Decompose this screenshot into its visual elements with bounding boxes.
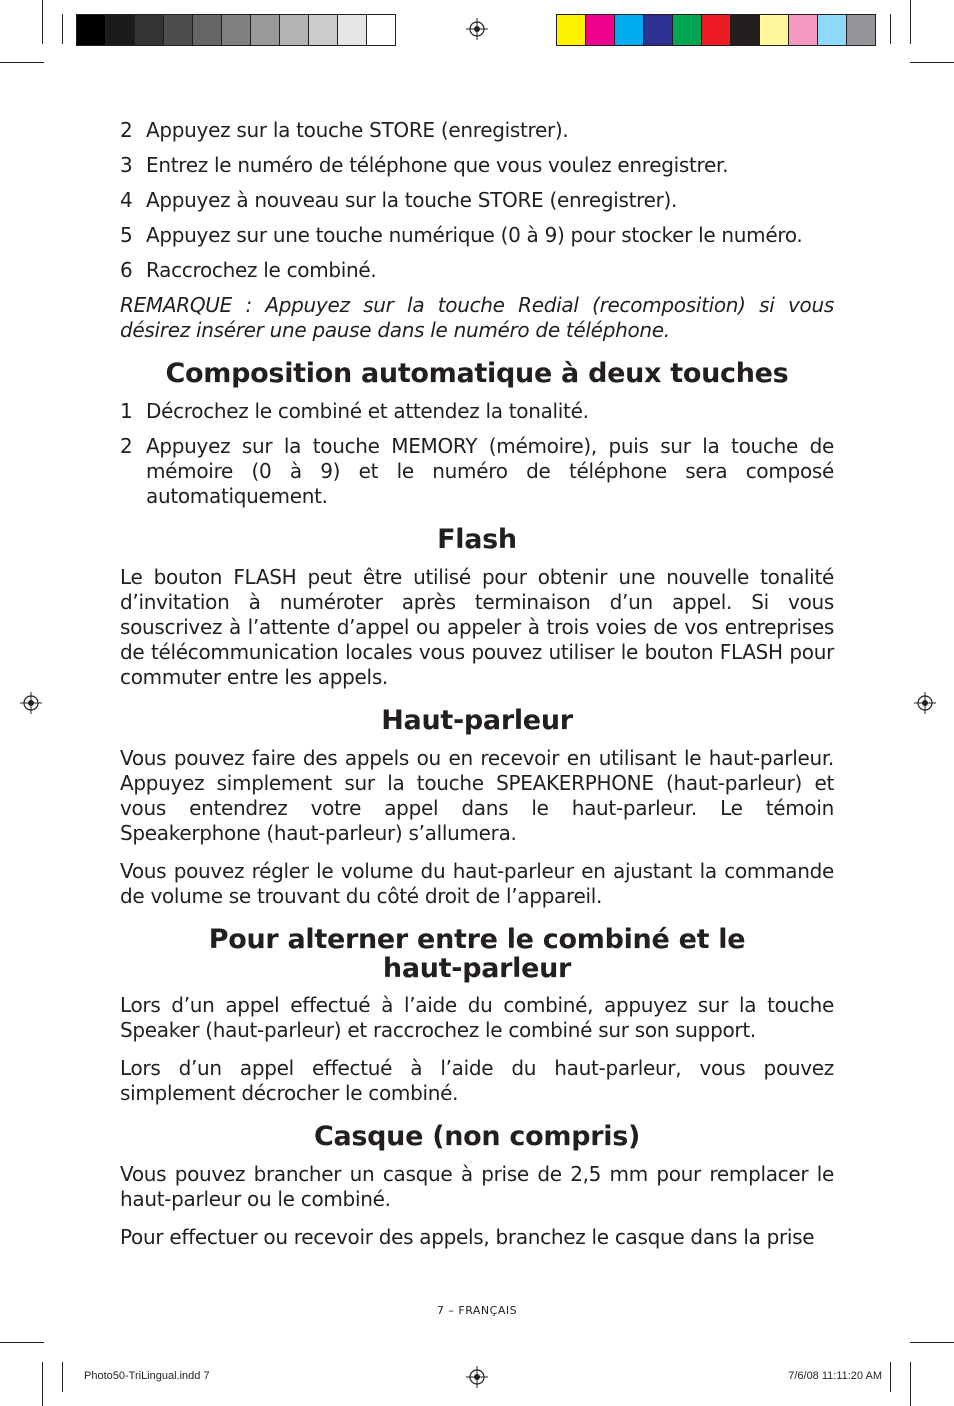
paragraph: Pour effectuer ou recevoir des appels, branchez le casque dans la prise — [120, 1225, 815, 1249]
color-swatch — [193, 15, 222, 45]
color-swatch — [367, 15, 395, 45]
list-item: 5 Appuyez sur une touche numérique (0 à 9) pour stocker le numéro. — [120, 223, 803, 247]
list-item: 2 Appuyez sur la touche MEMORY (mémoire), puis sur la touche de mémoire (0 à 9) et le numéro de téléphone sera composé automatiquement. — [120, 434, 834, 508]
color-swatch — [557, 15, 586, 45]
list-item: 3 Entrez le numéro de téléphone que vous voulez enregistrer. — [120, 153, 729, 177]
section-heading-flash: Flash — [437, 524, 517, 555]
heading-line: Pour alterner entre le combiné et le — [208, 924, 746, 955]
color-calibration-bar — [556, 14, 876, 46]
color-swatch — [847, 15, 875, 45]
page-content — [120, 118, 834, 1263]
paragraph: Lors d’un appel effectué à l’aide du haut-parleur, vous pouvez simplement décrocher le combiné. — [120, 1056, 834, 1105]
file-slug: Photo50-TriLingual.indd 7 — [84, 1370, 210, 1382]
registration-mark-icon — [914, 692, 936, 714]
list-item: 2 Appuyez sur la touche STORE (enregistrer). — [120, 118, 569, 142]
heading-line: haut-parleur — [382, 953, 572, 984]
color-swatch — [77, 15, 106, 45]
paragraph: Vous pouvez faire des appels ou en recevoir en utilisant le haut-parleur. Appuyez simplement sur la touche SPEAKERPHONE (haut-parleur) et vous entendrez votre appel dans le haut-parleur. Le témoin Speakerphone (haut-parleur) s’allumera. — [120, 746, 834, 845]
color-swatch — [338, 15, 367, 45]
registration-mark-icon — [466, 1366, 488, 1388]
list-item: 6 Raccrochez le combiné. — [120, 258, 377, 282]
color-swatch — [789, 15, 818, 45]
color-swatch — [222, 15, 251, 45]
section-heading-switch — [120, 925, 834, 983]
registration-mark-icon — [20, 692, 42, 714]
note: REMARQUE : Appuyez sur la touche Redial (recomposition) si vous désirez insérer une pause dans le numéro de téléphone. — [120, 293, 834, 342]
color-swatch — [760, 15, 789, 45]
paragraph: Le bouton FLASH peut être utilisé pour obtenir une nouvelle tonalité d’invitation à numéroter après terminaison d’un appel. Si vous souscrivez à l’attente d’appel ou appeler à trois voies de vos entreprises de télécommunication locales vous pouvez utiliser le bouton FLASH pour commuter entre les appels. — [120, 565, 834, 689]
color-swatch — [644, 15, 673, 45]
list-item: 1 Décrochez le combiné et attendez la tonalité. — [120, 399, 589, 423]
paragraph: Vous pouvez régler le volume du haut-parleur en ajustant la commande de volume se trouvant du côté droit de l’appareil. — [120, 859, 834, 908]
section-heading-speaker: Haut-parleur — [381, 705, 573, 736]
color-swatch — [106, 15, 135, 45]
grayscale-calibration-bar — [76, 14, 396, 46]
color-swatch — [586, 15, 615, 45]
section-heading-auto: Composition automatique à deux touches — [165, 358, 789, 389]
paragraph: Vous pouvez brancher un casque à prise de 2,5 mm pour remplacer le haut-parleur ou le combiné. — [120, 1162, 834, 1211]
color-swatch — [135, 15, 164, 45]
color-swatch — [615, 15, 644, 45]
page-footer: 7 – FRANÇAIS — [436, 1304, 518, 1317]
paragraph: Lors d’un appel effectué à l’aide du combiné, appuyez sur la touche Speaker (haut-parleur) et raccrochez le combiné sur son support. — [120, 993, 834, 1042]
color-swatch — [164, 15, 193, 45]
registration-mark-icon — [466, 18, 488, 40]
color-swatch — [280, 15, 309, 45]
color-swatch — [251, 15, 280, 45]
color-swatch — [673, 15, 702, 45]
section-heading-headset: Casque (non compris) — [313, 1121, 641, 1152]
list-item: 4 Appuyez à nouveau sur la touche STORE (enregistrer). — [120, 188, 678, 212]
color-swatch — [702, 15, 731, 45]
color-swatch — [731, 15, 760, 45]
color-swatch — [309, 15, 338, 45]
date-slug: 7/6/08 11:11:20 AM — [788, 1370, 882, 1382]
color-swatch — [818, 15, 847, 45]
